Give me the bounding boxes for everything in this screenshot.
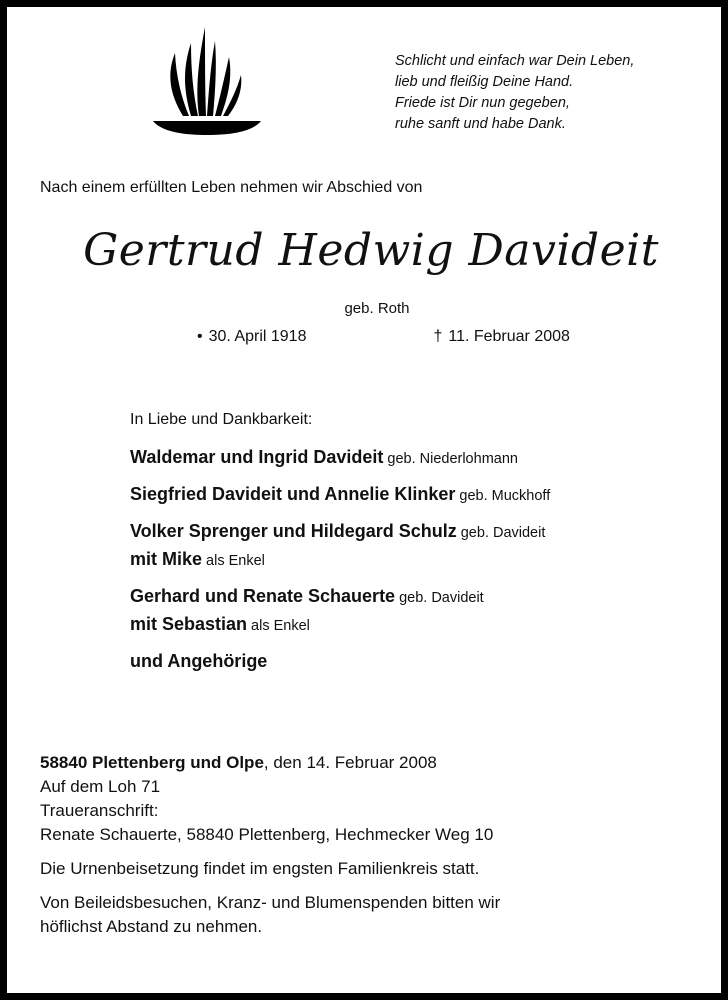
memorial-poem xyxy=(395,51,715,135)
birth-mark: • xyxy=(197,328,203,345)
deceased-name: Gertrud Hedwig Davideit xyxy=(83,225,659,276)
place-date-line xyxy=(40,751,500,775)
grandchild-note: als Enkel xyxy=(251,618,310,634)
death-cross: † xyxy=(433,328,443,345)
poem-line: lieb und fleißig Deine Hand. xyxy=(395,74,574,90)
mourner-note: geb. Davideit xyxy=(460,525,546,541)
mourner-name: Siegfried Davideit und Annelie Klinker xyxy=(130,484,456,504)
street-address: Auf dem Loh 71 xyxy=(40,777,161,796)
flame-bowl-icon xyxy=(149,23,265,139)
death-date: 11. Februar 2008 xyxy=(448,328,570,345)
death-date-group xyxy=(429,328,570,345)
life-dates xyxy=(197,328,570,346)
birth-date-group xyxy=(197,328,429,346)
footer-info xyxy=(40,751,500,939)
mourners-lead: In Liebe und Dankbarkeit: xyxy=(130,411,313,428)
mourner-name: und Angehörige xyxy=(130,651,268,671)
mourner-name: Waldemar und Ingrid Davideit xyxy=(130,447,384,467)
poem-line: Friede ist Dir nun gegeben, xyxy=(395,95,570,111)
birth-date: 30. April 1918 xyxy=(208,328,307,345)
condolence-request-line: höflichst Abstand zu nehmen. xyxy=(40,917,263,936)
mourner-name: Gerhard und Renate Schauerte xyxy=(130,586,396,606)
date: , den 14. Februar 2008 xyxy=(263,753,437,772)
mourner-note: geb. Muckhoff xyxy=(459,488,551,504)
maiden-name: geb. Roth xyxy=(344,300,410,317)
mourner-note: geb. Davideit xyxy=(399,590,484,606)
mourner-entry xyxy=(130,480,550,508)
mourner-entry xyxy=(130,443,550,471)
mourner-note: geb. Niederlohmann xyxy=(387,451,518,467)
place: 58840 Plettenberg und Olpe xyxy=(40,753,264,772)
poem-line: Schlicht und einfach war Dein Leben, xyxy=(395,53,635,69)
mourning-address: Renate Schauerte, 58840 Plettenberg, Hechmecker Weg 10 xyxy=(40,825,494,844)
grandchild-name: mit Sebastian xyxy=(130,614,248,634)
mourners-list xyxy=(130,411,550,684)
condolence-request-line: Von Beileidsbesuchen, Kranz- und Blumenspenden bitten wir xyxy=(40,893,501,912)
mourner-name: Volker Sprenger und Hildegard Schulz xyxy=(130,521,457,541)
mourner-entry xyxy=(130,582,550,638)
address-label: Traueranschrift: xyxy=(40,801,159,820)
mourner-entry xyxy=(130,647,550,675)
mourner-entry xyxy=(130,517,550,573)
poem-line: ruhe sanft und habe Dank. xyxy=(395,116,566,132)
intro-text: Nach einem erfüllten Leben nehmen wir Abschied von xyxy=(40,179,423,196)
grandchild-note: als Enkel xyxy=(206,553,265,569)
urn-notice: Die Urnenbeisetzung findet im engsten Familienkreis statt. xyxy=(40,859,480,878)
grandchild-name: mit Mike xyxy=(130,549,203,569)
